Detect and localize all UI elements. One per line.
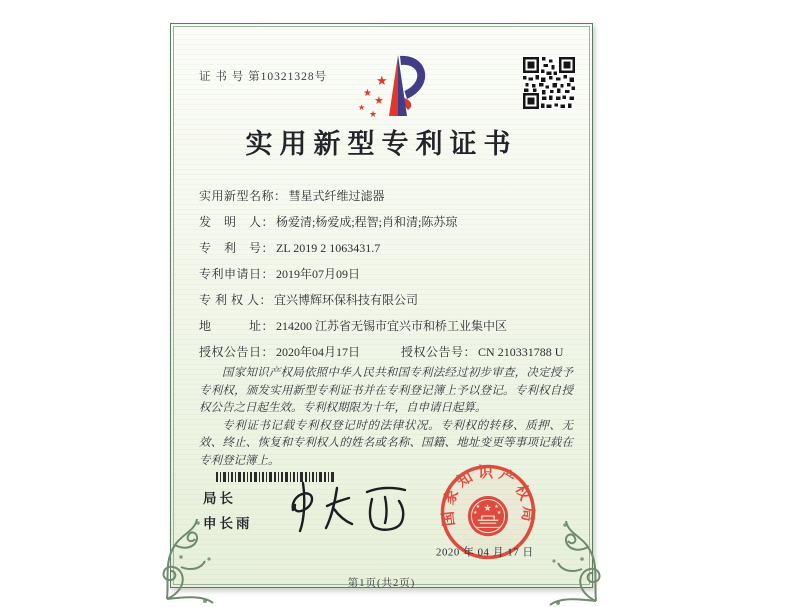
field-value: 214200 江苏省无锡市宜兴市和桥工业集中区	[276, 319, 508, 333]
field-value: 2019年07月09日	[276, 267, 361, 281]
svg-text:★: ★	[496, 510, 502, 516]
svg-text:★: ★	[483, 502, 492, 514]
certificate-title: 实用新型专利证书	[245, 129, 518, 159]
field-label: 发 明 人：	[199, 215, 275, 229]
director-title: 局长	[203, 491, 236, 506]
svg-text:★: ★	[475, 503, 481, 510]
field-address	[199, 313, 571, 339]
grant-no-label: 授权公告号：	[401, 345, 477, 359]
grant-no-value: CN 210331788 U	[478, 345, 564, 359]
field-value: 杨爱清;杨爱成;程智;肖和清;陈苏琼	[276, 215, 458, 229]
field-value: ZL 2019 2 1063431.7	[276, 241, 381, 255]
field-value: 宜兴博辉环保科技有限公司	[274, 293, 419, 307]
director-name: 申长雨	[203, 516, 253, 531]
legal-paragraph-1: 国家知识产权局依照中华人民共和国专利法经过初步审查，决定授予专利权，颁发实用新型专利证书并在专利登记簿上予以登记。专利权自授权公告之日起生效。专利权期限为十年，自申请日起算。	[199, 367, 573, 414]
field-grant-announcement	[199, 339, 571, 365]
qr-code	[523, 57, 575, 109]
field-value: 彗星式纤维过滤器	[288, 189, 385, 203]
seal-text: 国家知识产权局	[440, 464, 536, 527]
grant-date-label: 授权公告日：	[199, 345, 275, 359]
svg-text:★: ★	[473, 510, 478, 516]
field-label: 实用新型名称：	[199, 189, 287, 203]
svg-text:★: ★	[363, 88, 372, 99]
field-patent-number	[199, 235, 571, 261]
field-filing-date	[199, 261, 571, 287]
grant-date-value: 2020年04月17日	[276, 345, 361, 359]
signature-shen-changyu-icon	[279, 476, 424, 538]
patent-certificate-page	[170, 23, 593, 588]
svg-text:★: ★	[374, 94, 384, 107]
corner-flourish-right-icon	[510, 511, 606, 607]
national-emblem-icon	[468, 496, 508, 536]
field-label: 专 利 权 人：	[199, 293, 273, 307]
certificate-number: 证 书 号 第10321328号	[199, 71, 328, 83]
svg-text:★: ★	[358, 103, 366, 112]
field-label: 专 利 号：	[199, 241, 275, 255]
field-list	[199, 183, 571, 365]
page-number: 第1页(共2页)	[347, 578, 416, 589]
field-label: 地 址：	[199, 319, 275, 333]
svg-text:★: ★	[494, 503, 499, 510]
field-patentee	[199, 287, 571, 313]
seal-date-stamp: 2020 年 04 月 17 日	[436, 546, 534, 559]
field-inventors	[199, 209, 571, 235]
corner-flourish-left-icon	[157, 509, 253, 605]
svg-text:★: ★	[369, 110, 378, 120]
field-utility-model-name	[199, 183, 571, 209]
field-label: 专利申请日：	[199, 267, 275, 281]
cnipa-logo-icon	[356, 52, 436, 124]
legal-paragraph-2: 专利证书记载专利权登记时的法律状况。专利权的转移、质押、无效、终止、恢复和专利权人的姓名或名称、国籍、地址变更等事项记载在专利登记簿上。	[199, 419, 573, 467]
svg-text:★: ★	[376, 74, 388, 89]
